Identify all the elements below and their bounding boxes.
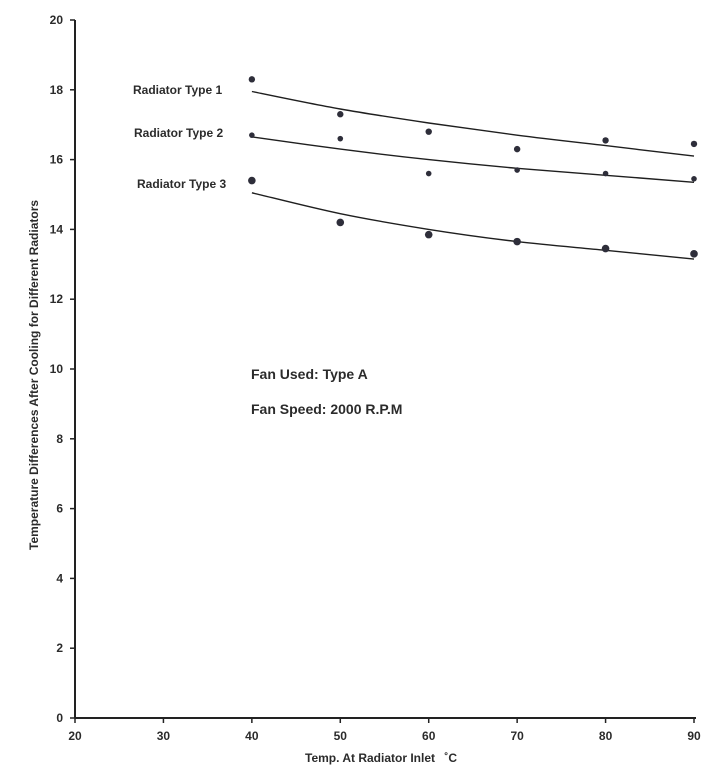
y-tick-label: 6 bbox=[56, 501, 63, 516]
x-tick-label: 90 bbox=[687, 729, 701, 743]
x-axis-label-text: Temp. At Radiator Inlet bbox=[305, 751, 436, 765]
data-point-type-3 bbox=[690, 250, 698, 258]
data-point-type-1 bbox=[514, 146, 520, 152]
series-labels bbox=[133, 83, 226, 191]
ticks bbox=[50, 13, 701, 743]
data-point-type-2 bbox=[514, 167, 520, 173]
series-label-type-1: Radiator Type 1 bbox=[133, 83, 223, 97]
x-tick-label: 40 bbox=[245, 729, 259, 743]
data-point-type-1 bbox=[337, 111, 343, 117]
y-tick-label: 12 bbox=[49, 292, 63, 307]
fit-curves bbox=[252, 92, 694, 260]
y-tick-label: 14 bbox=[49, 222, 63, 237]
y-tick-label: 18 bbox=[49, 82, 63, 97]
x-tick-label: 20 bbox=[68, 729, 82, 743]
data-point-type-2 bbox=[691, 176, 697, 182]
y-tick-label: 20 bbox=[49, 13, 63, 27]
x-tick-label: 80 bbox=[598, 729, 613, 743]
annotations bbox=[251, 366, 402, 417]
y-tick-label: 2 bbox=[56, 641, 63, 656]
data-point-type-3 bbox=[248, 177, 256, 185]
x-axis-label bbox=[305, 751, 457, 765]
fit-curve-type-3 bbox=[252, 193, 694, 259]
y-tick-label: 16 bbox=[49, 152, 63, 167]
x-tick-label: 50 bbox=[333, 729, 347, 743]
annotation-fan-speed: Fan Speed: 2000 R.P.M bbox=[251, 401, 403, 417]
x-axis-label-unit: ˚C bbox=[444, 751, 458, 765]
y-tick-label: 8 bbox=[56, 431, 63, 446]
data-point-type-2 bbox=[337, 136, 343, 142]
data-point-type-2 bbox=[603, 171, 609, 177]
series-label-type-3: Radiator Type 3 bbox=[137, 177, 227, 191]
data-point-type-1 bbox=[249, 76, 255, 82]
data-point-type-3 bbox=[336, 219, 344, 227]
y-axis-label: Temperature Differences After Cooling for Different Radiators bbox=[27, 199, 41, 550]
fit-curve-type-2 bbox=[252, 137, 694, 182]
x-tick-label: 30 bbox=[156, 729, 171, 743]
data-point-type-2 bbox=[426, 171, 432, 177]
series-label-type-2: Radiator Type 2 bbox=[134, 126, 224, 140]
x-tick-label: 60 bbox=[422, 729, 436, 743]
y-tick-label: 0 bbox=[56, 711, 63, 725]
data-point-type-1 bbox=[602, 137, 608, 143]
x-tick-label: 70 bbox=[510, 729, 524, 743]
data-point-type-3 bbox=[513, 238, 521, 246]
annotation-fan-used: Fan Used: Type A bbox=[251, 366, 368, 382]
axes bbox=[75, 20, 696, 718]
y-tick-label: 10 bbox=[49, 362, 63, 376]
data-point-type-3 bbox=[425, 231, 433, 239]
data-points bbox=[248, 76, 698, 258]
y-tick-label: 4 bbox=[56, 571, 63, 586]
data-point-type-1 bbox=[691, 141, 697, 147]
data-point-type-3 bbox=[602, 245, 610, 253]
data-point-type-1 bbox=[426, 128, 432, 134]
data-point-type-2 bbox=[249, 132, 255, 138]
